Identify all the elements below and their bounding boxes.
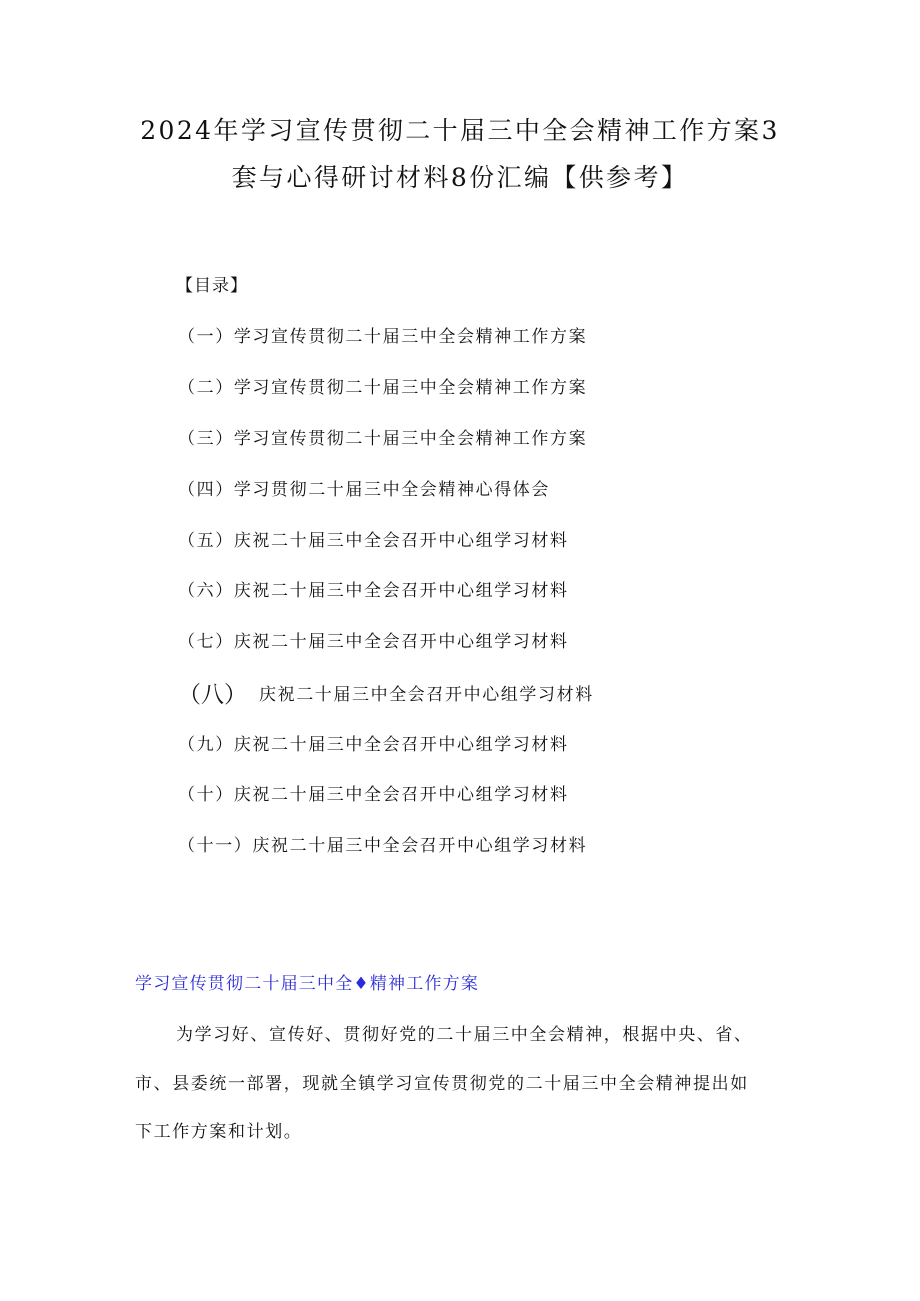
toc-item xyxy=(178,373,587,398)
section-title: 学习宣传贯彻二十届三中全♦精神工作方案 xyxy=(135,974,480,994)
toc-item-number: （十） xyxy=(178,785,234,805)
toc-item-number: （四） xyxy=(178,480,234,500)
toc-item xyxy=(178,576,569,601)
body-paragraph-line: 为学习好、宣传好、贯彻好党的二十届三中全会精神，根据中央、省、 xyxy=(176,1025,753,1045)
toc-item xyxy=(178,831,587,856)
document-title-line-1: 2024年学习宣传贯彻二十届三中全会精神工作方案3 xyxy=(140,116,780,145)
toc-item-number: （六） xyxy=(178,581,234,601)
toc-item xyxy=(178,526,569,551)
toc-item xyxy=(178,780,569,805)
toc-item-text: 学习宣传贯彻二十届三中全会精神工作方案 xyxy=(233,327,588,347)
toc-item-number: （九） xyxy=(178,735,234,755)
toc-item-number: （三） xyxy=(178,429,234,449)
body-paragraph-line: 下工作方案和计划。 xyxy=(135,1122,303,1142)
toc-item xyxy=(178,627,569,652)
toc-heading: 【目录】 xyxy=(176,276,248,296)
toc-item-text: 学习宣传贯彻二十届三中全会精神工作方案 xyxy=(233,429,588,449)
toc-item-text: 庆祝二十届三中全会召开中心组学习材料 xyxy=(252,836,588,856)
body-paragraph-line: 市、县委统一部署，现就全镇学习宣传贯彻党的二十届三中全会精神提出如 xyxy=(135,1074,749,1094)
toc-item-text: 庆祝二十届三中全会召开中心组学习材料 xyxy=(233,581,569,601)
toc-item-number: （二） xyxy=(178,378,234,398)
toc-item-text: 学习贯彻二十届三中全会精神心得体会 xyxy=(233,480,551,500)
toc-item xyxy=(178,730,569,755)
toc-item-text: 学习宣传贯彻二十届三中全会精神工作方案 xyxy=(233,378,588,398)
toc-item-text: 庆祝二十届三中全会召开中心组学习材料 xyxy=(259,685,594,705)
toc-item-number: （七） xyxy=(178,632,234,652)
toc-item xyxy=(178,424,587,449)
toc-item-text: 庆祝二十届三中全会召开中心组学习材料 xyxy=(233,785,569,805)
toc-item-number: （一） xyxy=(178,327,234,347)
toc-item-number: （五） xyxy=(178,531,234,551)
toc-item xyxy=(178,322,587,347)
toc-item-text: 庆祝二十届三中全会召开中心组学习材料 xyxy=(233,531,569,551)
toc-item-text: 庆祝二十届三中全会召开中心组学习材料 xyxy=(233,632,569,652)
toc-item-number: （八） xyxy=(178,682,247,708)
toc-item-text: 庆祝二十届三中全会召开中心组学习材料 xyxy=(233,735,569,755)
toc-item xyxy=(178,475,550,500)
toc-item xyxy=(178,676,594,709)
document-title-line-2: 套与心得研讨材料8份汇编【供参考】 xyxy=(231,163,689,192)
toc-item-number: （十一） xyxy=(178,836,253,856)
